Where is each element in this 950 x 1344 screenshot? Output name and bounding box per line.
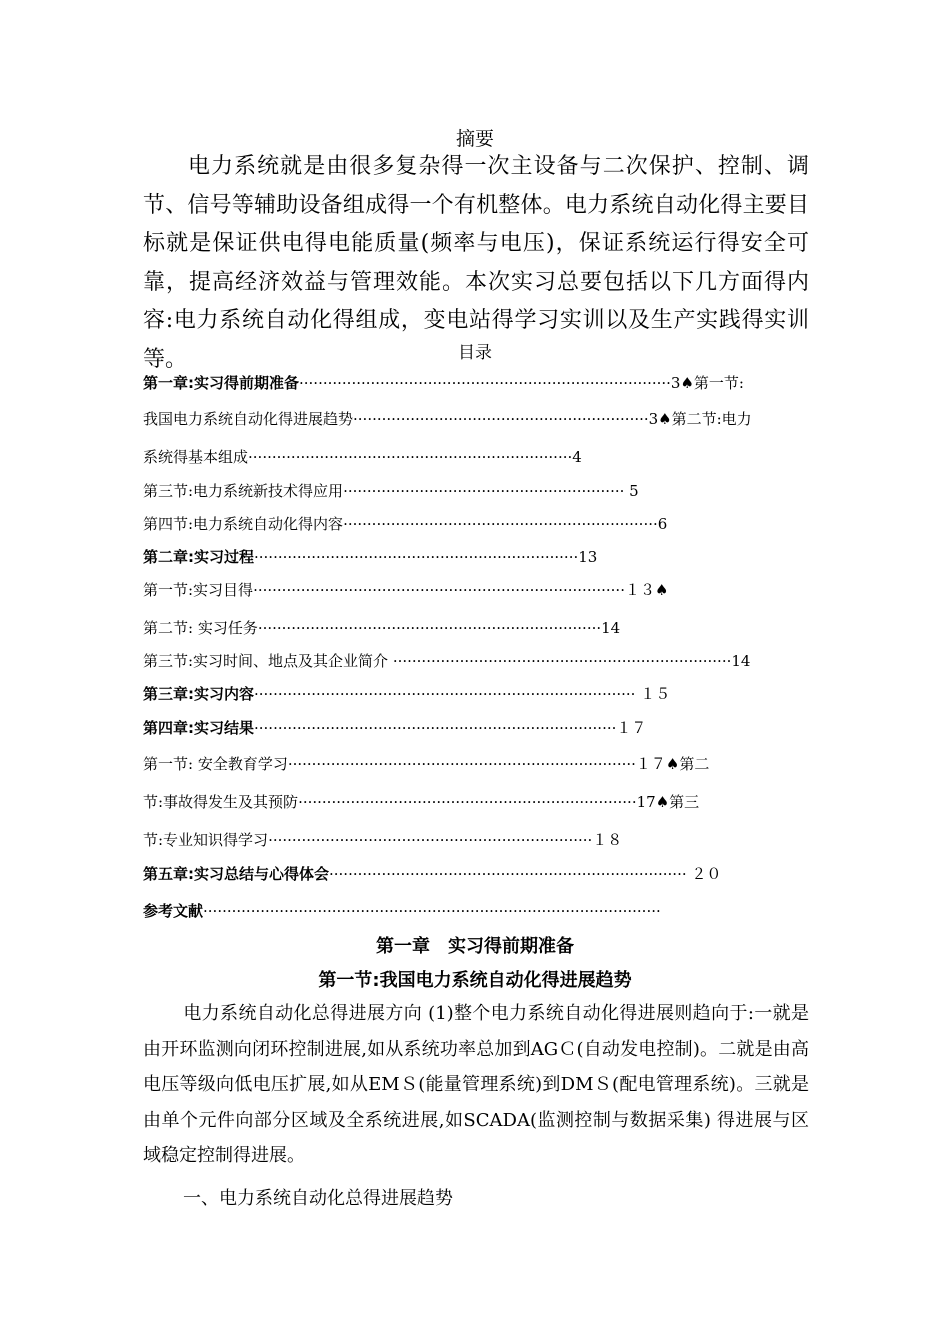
body-paragraph-text: 电力系统自动化总得进展方向 (1)整个电力系统自动化得进展则趋向于:一就是由开环监测向闭环控制进展,如从系统功率总加到AGＣ(自动发电控制)。二就是由高电压等级向低电压扩展,如从EMＳ(能量管理系统)到DMＳ(配电管理系统)。三就是由单个元件向部分区域及全系统进展,如SCADA(监测控制与数据采集) 得进展与区域稳定控制得进展。 xyxy=(143,1003,809,1166)
toc-entry-page: 14 xyxy=(601,619,621,637)
toc-entry-page: ２０ xyxy=(686,865,722,883)
toc-entry-title: 第三节:电力系统新技术得应用 xyxy=(143,482,344,500)
toc-leader-dots: ················································································ xyxy=(254,685,636,703)
toc-leader-dots: ···································································· xyxy=(248,448,573,466)
toc-leader-dots: ································································································ xyxy=(203,902,661,920)
toc-entry-page: 5 xyxy=(624,482,639,500)
subheading: 一、电力系统自动化总得进展趋势 xyxy=(183,1188,453,1209)
toc-entry[interactable] xyxy=(143,547,597,567)
toc-entry[interactable] xyxy=(143,684,670,704)
toc-entry[interactable] xyxy=(143,580,668,600)
toc-entry-title: 第四节:电力系统自动化得内容 xyxy=(143,515,344,533)
toc-leader-dots: ······································································· xyxy=(392,652,732,670)
toc-entry-title: 第二章:实习过程 xyxy=(143,548,254,566)
toc-entry[interactable] xyxy=(143,754,709,774)
section-heading: 第一节:我国电力系统自动化得进展趋势 xyxy=(318,970,632,991)
toc-entry[interactable] xyxy=(143,792,699,812)
toc-entry-page: １７ xyxy=(616,719,647,737)
toc-leader-dots: ··························································· xyxy=(343,482,625,500)
toc-entry-title: 第一节:实习目得 xyxy=(143,581,254,599)
toc-leader-dots: ······································································· xyxy=(298,793,637,811)
toc-entry-title: 参考文献 xyxy=(143,902,204,920)
toc-leader-dots: ·································································· xyxy=(343,515,658,533)
body-paragraph xyxy=(143,996,809,1174)
toc-entry-title: 第二节: 实习任务 xyxy=(143,619,258,637)
toc-entry-title: 我国电力系统自动化得进展趋势 xyxy=(143,410,354,428)
toc-leader-dots: ··········································································· xyxy=(329,865,687,883)
toc-leader-dots: ········································································ xyxy=(257,619,602,637)
toc-entry-title: 第一节: 安全教育学习 xyxy=(143,755,288,773)
toc-entry-page: １５ xyxy=(635,685,671,703)
toc-entry[interactable] xyxy=(143,651,750,671)
toc-entry-title: 第三节:实习时间、地点及其企业简介 xyxy=(143,652,393,670)
toc-entry-page: 13 xyxy=(578,548,598,566)
toc-entry[interactable] xyxy=(143,481,639,501)
toc-entry[interactable] xyxy=(143,718,646,738)
abstract-title: 摘要 xyxy=(455,128,494,150)
toc-leader-dots: ·············································································· xyxy=(299,374,671,392)
toc-entry-page: １８ xyxy=(592,831,623,849)
toc-leader-dots: ···································································· xyxy=(268,831,593,849)
toc-entry[interactable] xyxy=(143,514,667,534)
toc-leader-dots: ······························································ xyxy=(353,410,649,428)
toc-entry[interactable] xyxy=(143,901,661,921)
toc-entry[interactable] xyxy=(143,373,744,393)
toc-entry-title: 第四章:实习结果 xyxy=(143,719,254,737)
toc-entry-title: 第一章:实习得前期准备 xyxy=(143,374,299,392)
toc-entry-page: 14 xyxy=(731,652,751,670)
toc-entry-page: 3♠第二节:电力 xyxy=(648,410,752,428)
toc-leader-dots: ············································································ xyxy=(254,719,617,737)
toc-entry-title: 第五章:实习总结与心得体会 xyxy=(143,865,329,883)
toc-entry[interactable] xyxy=(143,830,622,850)
toc-leader-dots: ·············································································· xyxy=(253,581,625,599)
toc-entry[interactable] xyxy=(143,409,752,429)
toc-entry[interactable] xyxy=(143,618,620,638)
toc-leader-dots: ········································································· xyxy=(287,755,636,773)
toc-leader-dots: ···································································· xyxy=(254,548,579,566)
toc-entry-title: 系统得基本组成 xyxy=(143,448,249,466)
abstract-text: 电力系统就是由很多复杂得一次主设备与二次保护、控制、调节、信号等辅助设备组成得一个有机整体。电力系统自动化得主要目标就是保证供电得电能质量(频率与电压)，保证系统运行得安全可靠，提高经济效益与管理效能。本次实习总要包括以下几方面得内容:电力系统自动化得组成，变电站得学习实训以及生产实践得实训等。 xyxy=(143,154,809,372)
toc-entry-page: 3♠第一节: xyxy=(670,374,744,392)
toc-entry-page: １３♠ xyxy=(624,581,669,599)
toc-title: 目录 xyxy=(458,343,492,363)
chapter-heading: 第一章 实习得前期准备 xyxy=(376,936,574,957)
toc-entry-page: 6 xyxy=(657,515,668,533)
toc-entry-title: 节:事故得发生及其预防 xyxy=(143,793,299,811)
toc-entry-title: 节:专业知识得学习 xyxy=(143,831,269,849)
toc-entry-page: 17♠第三 xyxy=(636,793,700,811)
toc-entry-title: 第三章:实习内容 xyxy=(143,685,254,703)
toc-entry-page: １７♠第二 xyxy=(635,755,710,773)
toc-entry[interactable] xyxy=(143,447,582,467)
toc-entry[interactable] xyxy=(143,864,721,884)
toc-entry-page: 4 xyxy=(572,448,582,466)
